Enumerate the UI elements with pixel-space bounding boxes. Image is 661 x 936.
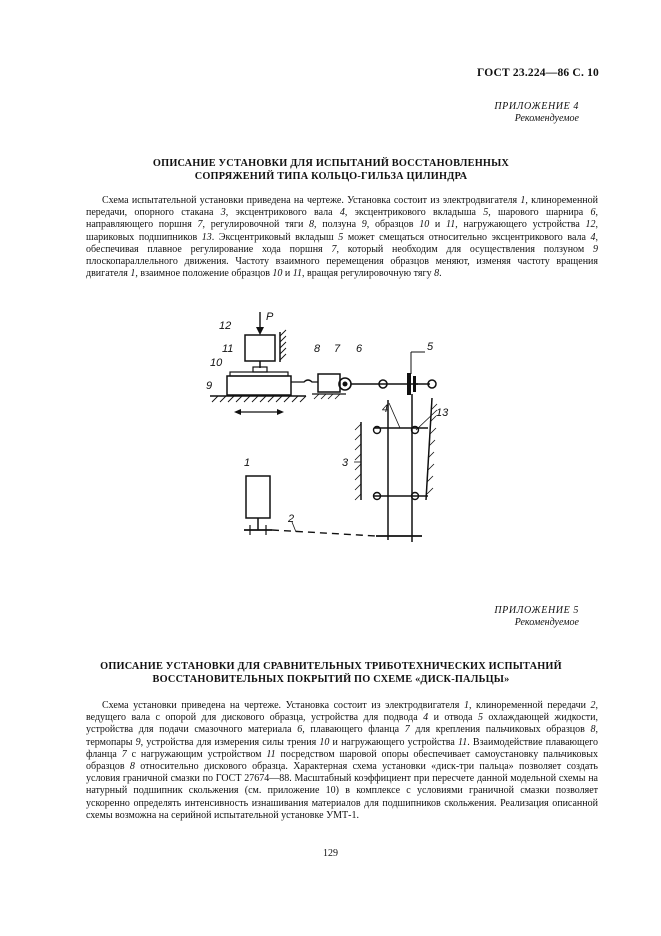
appendix-5-note: Рекомендуемое <box>514 617 579 628</box>
ref-number: 8 <box>434 268 440 280</box>
ref-number: 8 <box>129 761 135 773</box>
ref-number: 9 <box>592 243 598 255</box>
support-cup-3-right <box>426 398 432 500</box>
text-run: , устройства для измерения силы трения <box>140 736 320 748</box>
ref-number: 5 <box>483 207 489 219</box>
text-run: , эксцентрикового вала <box>225 207 340 219</box>
ref-number: 1 <box>130 268 136 280</box>
ref-number: 10 <box>272 268 283 280</box>
text-run: , образцов <box>366 219 420 231</box>
ref-number: 11 <box>266 748 276 760</box>
text-run: Схема установки приведена на чертеже. Установка состоит из электродвигателя <box>102 700 464 711</box>
text-run: , который необходим для осуществления ползуном <box>336 243 593 255</box>
appendix-4-label: ПРИЛОЖЕНИЕ 4 <box>494 101 579 112</box>
ref-number: 8 <box>590 724 596 736</box>
appendix-5-title-line: ОПИСАНИЕ УСТАНОВКИ ДЛЯ СРАВНИТЕЛЬНЫХ ТРИБОТЕХНИЧЕСКИХ ИСПЫТАНИЙ <box>100 661 562 672</box>
ref-number: 8 <box>309 219 315 231</box>
text-run: , направляющего поршня <box>86 207 598 231</box>
leader-4 <box>389 403 400 428</box>
text-run: , вращая регулировочную тягу <box>302 268 435 280</box>
text-run: , шарового шарнира <box>488 207 591 219</box>
slider-9 <box>227 376 291 395</box>
ref-number: 11 <box>457 736 468 748</box>
base-hatch <box>212 396 306 402</box>
page-number: 129 <box>323 848 338 859</box>
text-run: и <box>429 219 447 231</box>
text-run: , ведущего вала с опорой для дискового образца, устройства для подвода <box>86 700 598 724</box>
appendix-5-paragraph <box>86 700 598 822</box>
ref-number: 1 <box>520 195 526 206</box>
label-p: P <box>266 311 274 323</box>
ref-number: 10 <box>319 736 330 748</box>
regulating-rod-8 <box>291 380 318 382</box>
appendix-4-label-block <box>494 101 579 125</box>
text-run: и <box>282 268 293 280</box>
ref-number: 1 <box>463 700 469 711</box>
label-8: 8 <box>314 343 321 355</box>
motion-arrow <box>234 409 284 415</box>
text-run: , взаимное положение образцов <box>135 268 273 280</box>
label-7: 7 <box>334 343 341 355</box>
ref-number: 4 <box>423 712 429 724</box>
label-11: 11 <box>222 343 234 355</box>
text-run: и отвода <box>428 712 478 724</box>
text-run: . <box>439 268 442 280</box>
ref-number: 3 <box>220 207 226 219</box>
label-2: 2 <box>288 513 295 525</box>
loading-device-12 <box>245 335 275 361</box>
label-12: 12 <box>219 320 232 332</box>
text-run: , шариковых подшипников <box>86 219 598 243</box>
text-run: , плавающего фланца <box>302 724 405 736</box>
appendix-4-title-line: ОПИСАНИЕ УСТАНОВКИ ДЛЯ ИСПЫТАНИЙ ВОССТАНОВЛЕННЫХ <box>152 158 510 169</box>
text-run: , эксцентрикового вкладыша <box>344 207 484 219</box>
text-run: , обеспечивая плавное регулирование хода поршня <box>86 231 598 255</box>
ref-number: 9 <box>361 219 367 231</box>
text-run: , термопары <box>86 724 598 748</box>
text-run: , клиноременной передачи, опорного стакана <box>86 195 598 219</box>
appendix-5-label: ПРИЛОЖЕНИЕ 5 <box>494 605 579 616</box>
label-4: 4 <box>382 403 389 415</box>
ref-number: 7 <box>404 724 410 736</box>
label-3: 3 <box>342 457 349 469</box>
ref-number: 10 <box>419 219 430 231</box>
label-6: 6 <box>356 343 363 355</box>
text-run: для крепления пальчиковых образцов <box>409 724 591 736</box>
appendix-4-note: Рекомендуемое <box>514 113 579 124</box>
appendix-5-title <box>70 660 592 686</box>
eccentric-insert-5b <box>413 376 416 392</box>
guide-hatch <box>280 330 286 360</box>
text-run: , клиноременной передачи <box>468 700 591 711</box>
text-run: , регулировочной тяги <box>202 219 310 231</box>
eccentric-insert-5 <box>407 373 411 395</box>
v-belt-2 <box>272 530 376 536</box>
label-13: 13 <box>436 407 449 419</box>
text-run: . Эксцентриковый вкладыш <box>211 231 339 243</box>
appendix-5-title-line: ВОССТАНОВИТЕЛЬНЫХ ПОКРЫТИЙ ПО СХЕМЕ «ДИСК-ПАЛЬЦЫ» <box>152 674 510 685</box>
label-10: 10 <box>210 357 223 369</box>
text-run: может смещаться относительно эксцентрикового вала <box>343 231 591 243</box>
page-header: ГОСТ 23.224—86 С. 10 <box>476 67 599 79</box>
label-1: 1 <box>244 457 251 469</box>
ref-number: 7 <box>197 219 203 231</box>
appendix-5-label-block <box>494 605 579 629</box>
test-rig-diagram <box>200 300 460 550</box>
appendix-4-title-line: СОПРЯЖЕНИЙ ТИПА КОЛЬЦО-ГИЛЬЗА ЦИЛИНДРА <box>194 171 468 182</box>
label-9: 9 <box>206 380 213 392</box>
ref-number: 11 <box>292 268 303 280</box>
text-run: , ползуна <box>314 219 362 231</box>
guide-piston-7 <box>318 374 340 392</box>
text-run: Схема испытательной установки приведена на чертеже. Установка состоит из электродвигателя <box>102 195 521 206</box>
ref-number: 7 <box>331 243 337 255</box>
text-run: и нагружающего устройства <box>329 736 458 748</box>
ref-number: 13 <box>201 231 212 243</box>
ref-number: 7 <box>121 748 127 760</box>
ref-number: 4 <box>590 231 596 243</box>
ref-number: 9 <box>135 736 141 748</box>
load-arrow <box>256 312 264 335</box>
text-run: посредством шаровой опоры обеспечивает самоустановку пальчиковых образцов <box>86 748 598 773</box>
motor-1 <box>246 476 270 518</box>
ref-number: 11 <box>446 219 456 231</box>
text-run: . Взаимодействие плавающего фланца <box>86 736 599 760</box>
ref-number: 2 <box>590 700 596 711</box>
ref-number: 5 <box>477 712 483 724</box>
leader-13 <box>416 410 437 430</box>
text-run: , нагружающего устройства <box>455 219 586 231</box>
text-run: с нагружающим устройством <box>126 748 267 760</box>
appendix-4-title <box>70 157 592 183</box>
label-5: 5 <box>427 341 434 353</box>
ref-number: 6 <box>590 207 596 219</box>
piston-hatch <box>314 394 340 399</box>
ref-number: 6 <box>297 724 303 736</box>
ball-joint-center <box>343 382 348 387</box>
ref-number: 4 <box>339 207 345 219</box>
ref-number: 12 <box>585 219 596 231</box>
ref-number: 5 <box>338 231 344 243</box>
appendix-4-paragraph <box>86 195 598 280</box>
text-run: плоскопараллельного движения. Частоту взаимного перемещения образцов меняют, изменяя частоту вращения двигателя <box>86 256 598 280</box>
text-run: относительно дискового образца. Характерная схема установки «диск-три пальца» позволяет создать условия граничной смазки по ГОСТ 27674—88. Масштабный коэффициент при пересчете данной модельной схемы на натурный подшипник скольжения (см. приложение 10) в комплексе с условиями граничной смазки позволяет ускоренно определять интенсивность изнашивания материалов для подшипников скольжения. Реализация описанной схемы возможна на серийной испытательной установке УМТ-1. <box>86 761 598 821</box>
text-run: охлаждающей жидкости, устройства для подачи смазочного материала <box>86 712 598 736</box>
